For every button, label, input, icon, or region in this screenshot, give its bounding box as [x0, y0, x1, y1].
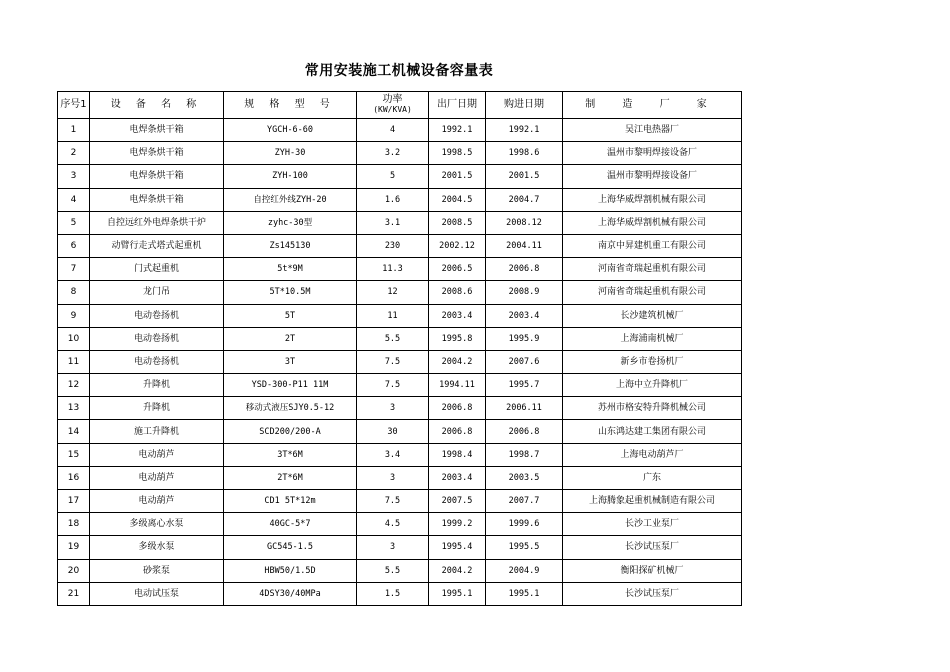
table-row	[58, 536, 742, 559]
cell-power: 230	[357, 234, 429, 257]
cell-maker: 南京中昇建机重工有限公司	[563, 234, 742, 257]
cell-model: HBW50/1.5D	[224, 559, 357, 582]
cell-name: 施工升降机	[90, 420, 224, 443]
cell-power: 3.1	[357, 211, 429, 234]
table-row	[58, 211, 742, 234]
cell-purchase-date: 2006.8	[486, 258, 563, 281]
cell-name: 门式起重机	[90, 258, 224, 281]
table-row	[58, 281, 742, 304]
cell-name: 电焊条烘干箱	[90, 165, 224, 188]
cell-model: SCD200/200-A	[224, 420, 357, 443]
cell-model: 2T	[224, 327, 357, 350]
cell-seq: 6	[58, 234, 90, 257]
cell-purchase-date: 2007.7	[486, 490, 563, 513]
cell-name: 电焊条烘干箱	[90, 188, 224, 211]
cell-purchase-date: 1992.1	[486, 119, 563, 142]
header-purchase-date: 购进日期	[486, 92, 563, 119]
header-power	[357, 92, 429, 119]
cell-seq: 5	[58, 211, 90, 234]
cell-manufacture-date: 2007.5	[429, 490, 486, 513]
table-row	[58, 350, 742, 373]
cell-purchase-date: 2001.5	[486, 165, 563, 188]
table-row	[58, 374, 742, 397]
cell-maker: 长沙试压泵厂	[563, 582, 742, 605]
cell-name: 电动葫芦	[90, 490, 224, 513]
cell-model: 自控红外线ZYH-20	[224, 188, 357, 211]
cell-power: 12	[357, 281, 429, 304]
table-row	[58, 397, 742, 420]
cell-name: 电焊条烘干箱	[90, 119, 224, 142]
cell-purchase-date: 2004.9	[486, 559, 563, 582]
cell-maker: 衡阳探矿机械厂	[563, 559, 742, 582]
cell-power: 4.5	[357, 513, 429, 536]
cell-manufacture-date: 2004.5	[429, 188, 486, 211]
cell-seq: 21	[58, 582, 90, 605]
table-row	[58, 188, 742, 211]
table-body	[58, 119, 742, 606]
cell-manufacture-date: 1995.8	[429, 327, 486, 350]
cell-model: YSD-300-P11 11M	[224, 374, 357, 397]
table-row	[58, 420, 742, 443]
cell-manufacture-date: 1998.5	[429, 142, 486, 165]
cell-purchase-date: 1995.9	[486, 327, 563, 350]
cell-purchase-date: 2003.4	[486, 304, 563, 327]
cell-seq: 2	[58, 142, 90, 165]
cell-purchase-date: 1998.6	[486, 142, 563, 165]
cell-power: 1.5	[357, 582, 429, 605]
cell-seq: 19	[58, 536, 90, 559]
cell-model: ZYH-100	[224, 165, 357, 188]
cell-purchase-date: 2004.11	[486, 234, 563, 257]
table-row	[58, 490, 742, 513]
cell-power: 4	[357, 119, 429, 142]
table-row	[58, 119, 742, 142]
cell-power: 3.2	[357, 142, 429, 165]
cell-maker: 上海中立升降机厂	[563, 374, 742, 397]
table-row	[58, 559, 742, 582]
cell-purchase-date: 2006.8	[486, 420, 563, 443]
cell-model: ZYH-30	[224, 142, 357, 165]
cell-seq: 17	[58, 490, 90, 513]
cell-seq: 18	[58, 513, 90, 536]
cell-maker: 长沙建筑机械厂	[563, 304, 742, 327]
cell-purchase-date: 2003.5	[486, 466, 563, 489]
cell-seq: 16	[58, 466, 90, 489]
cell-purchase-date: 2008.9	[486, 281, 563, 304]
cell-manufacture-date: 2001.5	[429, 165, 486, 188]
cell-manufacture-date: 2008.5	[429, 211, 486, 234]
cell-maker: 上海浦南机械厂	[563, 327, 742, 350]
cell-power: 30	[357, 420, 429, 443]
cell-maker: 上海华威焊割机械有限公司	[563, 211, 742, 234]
cell-name: 多级离心水泵	[90, 513, 224, 536]
table-row	[58, 513, 742, 536]
header-model: 规 格 型 号	[224, 92, 357, 119]
cell-name: 电动试压泵	[90, 582, 224, 605]
cell-name: 砂浆泵	[90, 559, 224, 582]
cell-seq: 7	[58, 258, 90, 281]
cell-manufacture-date: 1995.4	[429, 536, 486, 559]
cell-seq: 4	[58, 188, 90, 211]
cell-model: CD1 5T*12m	[224, 490, 357, 513]
cell-purchase-date: 2004.7	[486, 188, 563, 211]
cell-seq: 13	[58, 397, 90, 420]
cell-power: 11.3	[357, 258, 429, 281]
cell-seq: 11	[58, 350, 90, 373]
header-name: 设 备 名 称	[90, 92, 224, 119]
cell-name: 电动葫芦	[90, 466, 224, 489]
cell-manufacture-date: 1992.1	[429, 119, 486, 142]
cell-purchase-date: 1999.6	[486, 513, 563, 536]
cell-power: 1.6	[357, 188, 429, 211]
cell-maker: 吴江电热器厂	[563, 119, 742, 142]
equipment-table	[57, 91, 742, 606]
cell-maker: 广东	[563, 466, 742, 489]
cell-manufacture-date: 1995.1	[429, 582, 486, 605]
cell-power: 3	[357, 536, 429, 559]
cell-seq: 15	[58, 443, 90, 466]
cell-model: 40GC-5*7	[224, 513, 357, 536]
cell-manufacture-date: 2003.4	[429, 466, 486, 489]
cell-name: 电焊条烘干箱	[90, 142, 224, 165]
cell-maker: 新乡市卷扬机厂	[563, 350, 742, 373]
cell-manufacture-date: 2003.4	[429, 304, 486, 327]
cell-manufacture-date: 1998.4	[429, 443, 486, 466]
cell-model: 2T*6M	[224, 466, 357, 489]
cell-name: 升降机	[90, 374, 224, 397]
cell-purchase-date: 1998.7	[486, 443, 563, 466]
cell-manufacture-date: 2006.5	[429, 258, 486, 281]
header-power-unit: (KW/KVA)	[373, 105, 412, 114]
cell-maker: 河南省奇瑞起重机有限公司	[563, 281, 742, 304]
cell-maker: 长沙工业泵厂	[563, 513, 742, 536]
table-row	[58, 582, 742, 605]
table-row	[58, 258, 742, 281]
cell-maker: 河南省奇瑞起重机有限公司	[563, 258, 742, 281]
cell-seq: 9	[58, 304, 90, 327]
cell-power: 5.5	[357, 559, 429, 582]
cell-maker: 长沙试压泵厂	[563, 536, 742, 559]
cell-maker: 温州市黎明焊接设备厂	[563, 142, 742, 165]
table-header-row	[58, 92, 742, 119]
cell-purchase-date: 1995.7	[486, 374, 563, 397]
cell-name: 升降机	[90, 397, 224, 420]
cell-model: 3T	[224, 350, 357, 373]
cell-model: 5T*10.5M	[224, 281, 357, 304]
cell-power: 5.5	[357, 327, 429, 350]
cell-power: 3	[357, 466, 429, 489]
cell-model: zyhc-30型	[224, 211, 357, 234]
cell-name: 电动卷扬机	[90, 327, 224, 350]
cell-name: 电动卷扬机	[90, 304, 224, 327]
cell-purchase-date: 2008.12	[486, 211, 563, 234]
cell-power: 7.5	[357, 374, 429, 397]
cell-maker: 上海华威焊割机械有限公司	[563, 188, 742, 211]
cell-power: 5	[357, 165, 429, 188]
cell-purchase-date: 1995.1	[486, 582, 563, 605]
cell-seq: 8	[58, 281, 90, 304]
header-seq: 序号1	[58, 92, 90, 119]
cell-power: 7.5	[357, 350, 429, 373]
cell-name: 电动卷扬机	[90, 350, 224, 373]
cell-manufacture-date: 1999.2	[429, 513, 486, 536]
cell-seq: 12	[58, 374, 90, 397]
table-row	[58, 466, 742, 489]
cell-name: 自控远红外电焊条烘干炉	[90, 211, 224, 234]
cell-model: YGCH-6-60	[224, 119, 357, 142]
cell-manufacture-date: 2004.2	[429, 350, 486, 373]
cell-purchase-date: 2007.6	[486, 350, 563, 373]
cell-maker: 上海电动葫芦厂	[563, 443, 742, 466]
cell-maker: 苏州市格安特升降机械公司	[563, 397, 742, 420]
cell-seq: 3	[58, 165, 90, 188]
header-power-label: 功率	[382, 94, 403, 105]
cell-seq: 20	[58, 559, 90, 582]
cell-seq: 10	[58, 327, 90, 350]
cell-maker: 山东鸿达建工集团有限公司	[563, 420, 742, 443]
cell-name: 电动葫芦	[90, 443, 224, 466]
cell-power: 11	[357, 304, 429, 327]
header-manufacture-date: 出厂日期	[429, 92, 486, 119]
cell-model: 5t*9M	[224, 258, 357, 281]
table-row	[58, 327, 742, 350]
cell-model: 3T*6M	[224, 443, 357, 466]
cell-maker: 温州市黎明焊接设备厂	[563, 165, 742, 188]
cell-maker: 上海腾象起重机械制造有限公司	[563, 490, 742, 513]
cell-manufacture-date: 2008.6	[429, 281, 486, 304]
header-maker: 制 造 厂 家	[563, 92, 742, 119]
cell-model: 5T	[224, 304, 357, 327]
cell-seq: 1	[58, 119, 90, 142]
cell-manufacture-date: 2006.8	[429, 420, 486, 443]
cell-power: 3	[357, 397, 429, 420]
table-row	[58, 443, 742, 466]
table-row	[58, 234, 742, 257]
cell-model: GC545-1.5	[224, 536, 357, 559]
cell-manufacture-date: 2002.12	[429, 234, 486, 257]
cell-name: 动臂行走式塔式起重机	[90, 234, 224, 257]
cell-purchase-date: 1995.5	[486, 536, 563, 559]
page-title: 常用安装施工机械设备容量表	[304, 63, 494, 79]
table-row	[58, 142, 742, 165]
cell-name: 多级水泵	[90, 536, 224, 559]
cell-manufacture-date: 2004.2	[429, 559, 486, 582]
cell-manufacture-date: 2006.8	[429, 397, 486, 420]
cell-model: Zs145130	[224, 234, 357, 257]
cell-power: 3.4	[357, 443, 429, 466]
cell-seq: 14	[58, 420, 90, 443]
cell-name: 龙门吊	[90, 281, 224, 304]
cell-model: 4DSY30/40MPa	[224, 582, 357, 605]
cell-model: 移动式液压SJY0.5-12	[224, 397, 357, 420]
table-row	[58, 304, 742, 327]
cell-purchase-date: 2006.11	[486, 397, 563, 420]
table-row	[58, 165, 742, 188]
cell-manufacture-date: 1994.11	[429, 374, 486, 397]
cell-power: 7.5	[357, 490, 429, 513]
